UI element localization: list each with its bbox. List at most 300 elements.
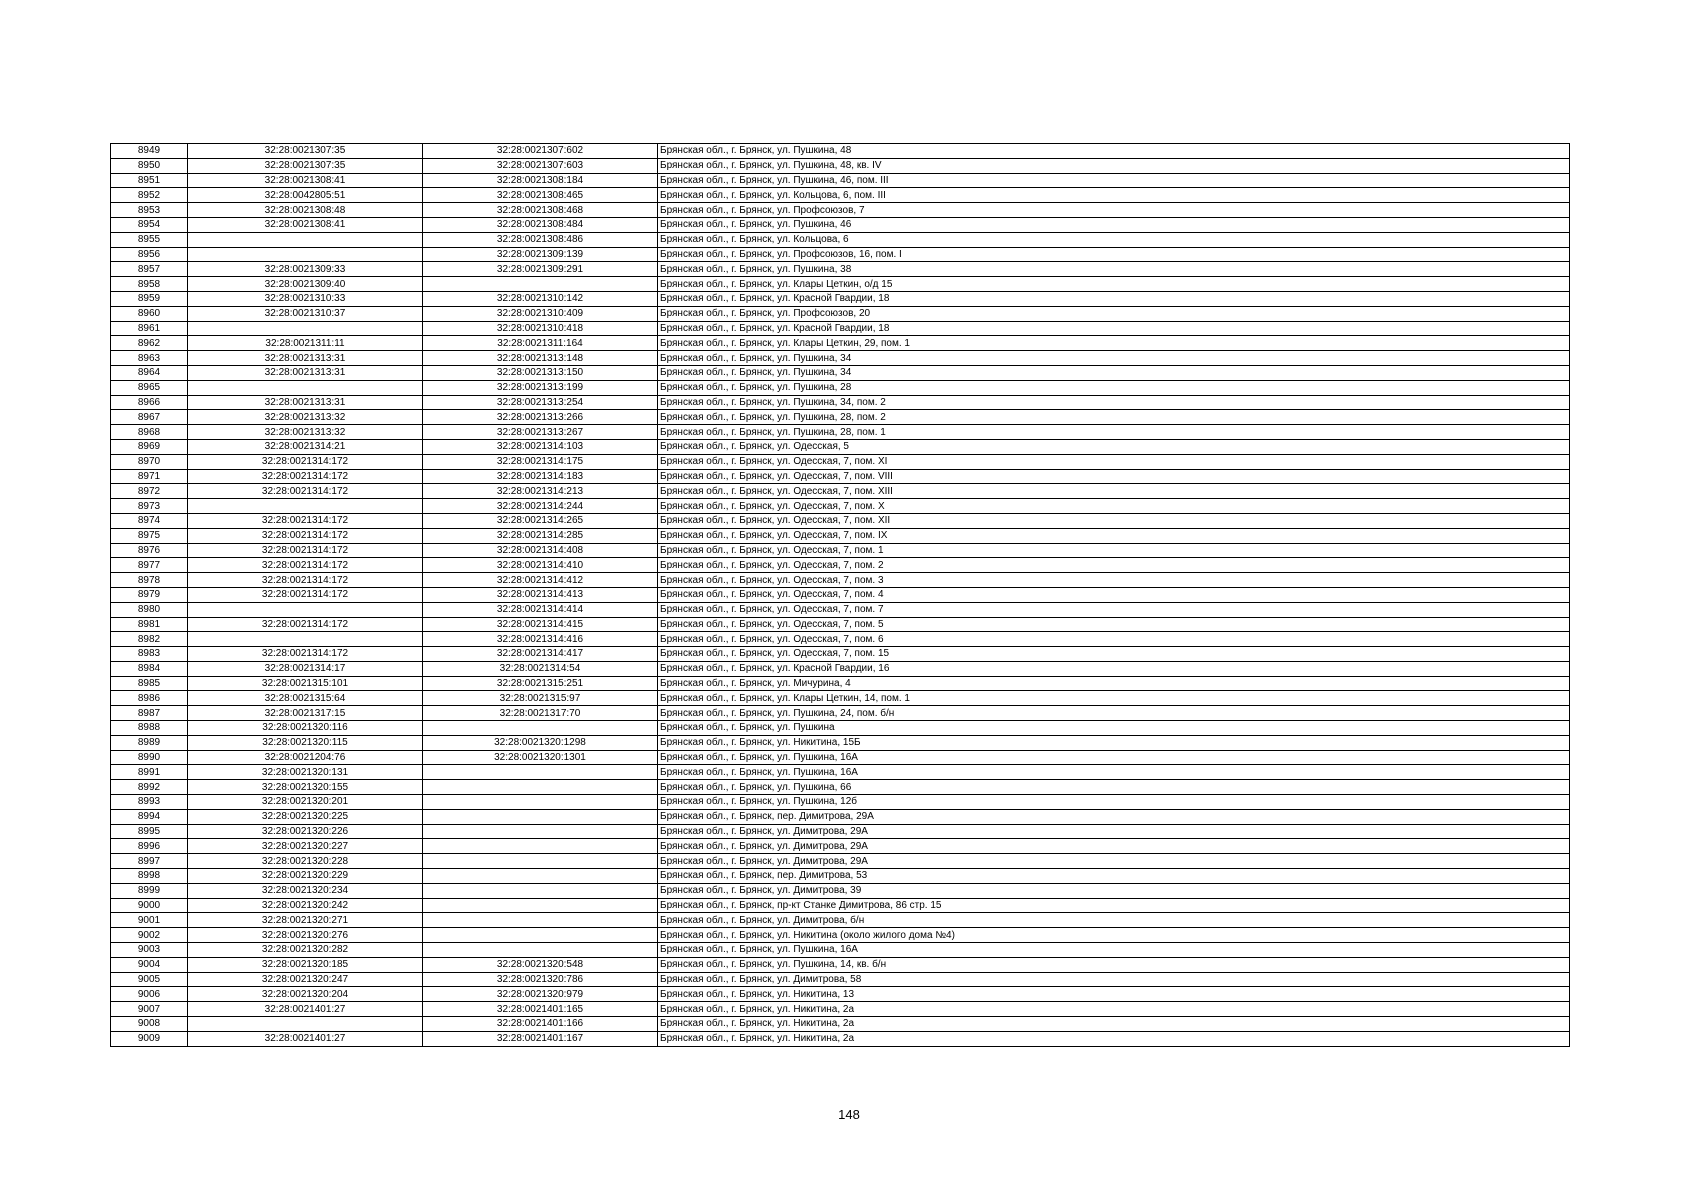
table-row	[111, 987, 1570, 1002]
object-number-cell	[423, 854, 658, 869]
table-row	[111, 854, 1570, 869]
row-number-cell: 8965	[111, 380, 188, 395]
table-row	[111, 395, 1570, 410]
parcel-number-cell: 32:28:0021314:172	[188, 513, 423, 528]
table-row	[111, 972, 1570, 987]
address-cell: Брянская обл., г. Брянск, ул. Одесская, 7, пом. VIII	[658, 469, 1570, 484]
row-number-cell: 9001	[111, 913, 188, 928]
object-number-cell	[423, 824, 658, 839]
address-cell: Брянская обл., г. Брянск, ул. Никитина, 15Б	[658, 735, 1570, 750]
table-row	[111, 203, 1570, 218]
registry-table	[110, 143, 1570, 1047]
address-cell: Брянская обл., г. Брянск, ул. Пушкина, 48, кв. IV	[658, 158, 1570, 173]
address-cell: Брянская обл., г. Брянск, ул. Красной Гвардии, 16	[658, 661, 1570, 676]
row-number-cell: 9009	[111, 1031, 188, 1046]
object-number-cell: 32:28:0021320:979	[423, 987, 658, 1002]
parcel-number-cell: 32:28:0021308:48	[188, 203, 423, 218]
object-number-cell	[423, 943, 658, 958]
row-number-cell: 8997	[111, 854, 188, 869]
object-number-cell: 32:28:0021309:139	[423, 247, 658, 262]
table-row	[111, 721, 1570, 736]
table-row	[111, 795, 1570, 810]
parcel-number-cell: 32:28:0021320:271	[188, 913, 423, 928]
table-row	[111, 365, 1570, 380]
parcel-number-cell: 32:28:0021313:31	[188, 365, 423, 380]
address-cell: Брянская обл., г. Брянск, ул. Одесская, 7, пом. 4	[658, 587, 1570, 602]
address-cell: Брянская обл., г. Брянск, ул. Пушкина, 16А	[658, 765, 1570, 780]
parcel-number-cell: 32:28:0021320:247	[188, 972, 423, 987]
table-row	[111, 1002, 1570, 1017]
address-cell: Брянская обл., г. Брянск, ул. Пушкина, 28	[658, 380, 1570, 395]
object-number-cell: 32:28:0021308:465	[423, 188, 658, 203]
address-cell: Брянская обл., г. Брянск, ул. Красной Гвардии, 18	[658, 321, 1570, 336]
parcel-number-cell	[188, 380, 423, 395]
row-number-cell: 8980	[111, 602, 188, 617]
object-number-cell: 32:28:0021307:603	[423, 158, 658, 173]
address-cell: Брянская обл., г. Брянск, ул. Одесская, 7, пом. XIII	[658, 484, 1570, 499]
parcel-number-cell: 32:28:0021314:172	[188, 543, 423, 558]
row-number-cell: 8987	[111, 706, 188, 721]
object-number-cell: 32:28:0021314:410	[423, 558, 658, 573]
parcel-number-cell	[188, 602, 423, 617]
row-number-cell: 9004	[111, 957, 188, 972]
row-number-cell: 8978	[111, 573, 188, 588]
object-number-cell: 32:28:0021308:486	[423, 232, 658, 247]
object-number-cell: 32:28:0021314:265	[423, 513, 658, 528]
row-number-cell: 8951	[111, 173, 188, 188]
parcel-number-cell: 32:28:0021315:64	[188, 691, 423, 706]
table-row	[111, 750, 1570, 765]
table-row	[111, 573, 1570, 588]
parcel-number-cell: 32:28:0021320:225	[188, 809, 423, 824]
row-number-cell: 8968	[111, 425, 188, 440]
parcel-number-cell: 32:28:0021317:15	[188, 706, 423, 721]
row-number-cell: 8982	[111, 632, 188, 647]
table-row	[111, 839, 1570, 854]
row-number-cell: 8990	[111, 750, 188, 765]
address-cell: Брянская обл., г. Брянск, ул. Пушкина, 14, кв. б/н	[658, 957, 1570, 972]
object-number-cell	[423, 869, 658, 884]
object-number-cell	[423, 913, 658, 928]
table-row	[111, 439, 1570, 454]
object-number-cell: 32:28:0021310:409	[423, 306, 658, 321]
address-cell: Брянская обл., г. Брянск, пр-кт Станке Димитрова, 86 стр. 15	[658, 898, 1570, 913]
page-number: 148	[838, 1107, 860, 1122]
table-row	[111, 425, 1570, 440]
object-number-cell: 32:28:0021314:408	[423, 543, 658, 558]
object-number-cell: 32:28:0021313:267	[423, 425, 658, 440]
row-number-cell: 8959	[111, 291, 188, 306]
address-cell: Брянская обл., г. Брянск, ул. Пушкина, 34	[658, 351, 1570, 366]
table-row	[111, 469, 1570, 484]
table-row	[111, 632, 1570, 647]
row-number-cell: 8973	[111, 499, 188, 514]
parcel-number-cell: 32:28:0021314:172	[188, 558, 423, 573]
parcel-number-cell: 32:28:0021309:33	[188, 262, 423, 277]
row-number-cell: 8984	[111, 661, 188, 676]
parcel-number-cell: 32:28:0021310:37	[188, 306, 423, 321]
address-cell: Брянская обл., г. Брянск, ул. Димитрова, б/н	[658, 913, 1570, 928]
table-row	[111, 913, 1570, 928]
table-row	[111, 809, 1570, 824]
table-row	[111, 144, 1570, 159]
object-number-cell: 32:28:0021314:415	[423, 617, 658, 632]
address-cell: Брянская обл., г. Брянск, ул. Одесская, 7, пом. 1	[658, 543, 1570, 558]
table-row	[111, 499, 1570, 514]
parcel-number-cell: 32:28:0021314:172	[188, 647, 423, 662]
address-cell: Брянская обл., г. Брянск, ул. Пушкина, 12б	[658, 795, 1570, 810]
object-number-cell: 32:28:0021320:786	[423, 972, 658, 987]
address-cell: Брянская обл., г. Брянск, ул. Одесская, 7, пом. 2	[658, 558, 1570, 573]
row-number-cell: 8962	[111, 336, 188, 351]
object-number-cell	[423, 928, 658, 943]
object-number-cell: 32:28:0021401:165	[423, 1002, 658, 1017]
object-number-cell: 32:28:0021314:103	[423, 439, 658, 454]
row-number-cell: 8981	[111, 617, 188, 632]
table-row	[111, 587, 1570, 602]
table-row	[111, 173, 1570, 188]
row-number-cell: 8994	[111, 809, 188, 824]
address-cell: Брянская обл., г. Брянск, ул. Никитина, 2а	[658, 1002, 1570, 1017]
object-number-cell: 32:28:0021315:97	[423, 691, 658, 706]
parcel-number-cell: 32:28:0021320:201	[188, 795, 423, 810]
row-number-cell: 8996	[111, 839, 188, 854]
row-number-cell: 8988	[111, 721, 188, 736]
row-number-cell: 8999	[111, 883, 188, 898]
address-cell: Брянская обл., г. Брянск, ул. Одесская, 7, пом. XI	[658, 454, 1570, 469]
row-number-cell: 8989	[111, 735, 188, 750]
parcel-number-cell: 32:28:0021313:31	[188, 395, 423, 410]
object-number-cell	[423, 883, 658, 898]
parcel-number-cell: 32:28:0021320:228	[188, 854, 423, 869]
row-number-cell: 8985	[111, 676, 188, 691]
address-cell: Брянская обл., г. Брянск, ул. Димитрова, 29А	[658, 854, 1570, 869]
address-cell: Брянская обл., г. Брянск, ул. Никитина, 2а	[658, 1031, 1570, 1046]
address-cell: Брянская обл., г. Брянск, ул. Никитина (около жилого дома №4)	[658, 928, 1570, 943]
row-number-cell: 8956	[111, 247, 188, 262]
parcel-number-cell: 32:28:0021314:172	[188, 587, 423, 602]
parcel-number-cell	[188, 321, 423, 336]
address-cell: Брянская обл., г. Брянск, ул. Пушкина, 28, пом. 1	[658, 425, 1570, 440]
row-number-cell: 8983	[111, 647, 188, 662]
parcel-number-cell: 32:28:0021315:101	[188, 676, 423, 691]
parcel-number-cell: 32:28:0021320:115	[188, 735, 423, 750]
row-number-cell: 8967	[111, 410, 188, 425]
row-number-cell: 9000	[111, 898, 188, 913]
table-row	[111, 484, 1570, 499]
parcel-number-cell: 32:28:0021310:33	[188, 291, 423, 306]
row-number-cell: 8950	[111, 158, 188, 173]
table-row	[111, 158, 1570, 173]
parcel-number-cell: 32:28:0021314:172	[188, 528, 423, 543]
address-cell: Брянская обл., г. Брянск, ул. Никитина, 13	[658, 987, 1570, 1002]
table-row	[111, 528, 1570, 543]
parcel-number-cell: 32:28:0021314:172	[188, 469, 423, 484]
table-row	[111, 336, 1570, 351]
row-number-cell: 8955	[111, 232, 188, 247]
parcel-number-cell: 32:28:0021320:226	[188, 824, 423, 839]
parcel-number-cell: 32:28:0021307:35	[188, 158, 423, 173]
address-cell: Брянская обл., г. Брянск, ул. Клары Цеткин, о/д 15	[658, 277, 1570, 292]
row-number-cell: 8979	[111, 587, 188, 602]
parcel-number-cell: 32:28:0042805:51	[188, 188, 423, 203]
table-row	[111, 661, 1570, 676]
table-row	[111, 824, 1570, 839]
row-number-cell: 8972	[111, 484, 188, 499]
table-row	[111, 765, 1570, 780]
parcel-number-cell: 32:28:0021307:35	[188, 144, 423, 159]
row-number-cell: 9008	[111, 1017, 188, 1032]
parcel-number-cell: 32:28:0021320:282	[188, 943, 423, 958]
object-number-cell: 32:28:0021317:70	[423, 706, 658, 721]
object-number-cell: 32:28:0021314:414	[423, 602, 658, 617]
parcel-number-cell: 32:28:0021314:172	[188, 573, 423, 588]
table-row	[111, 706, 1570, 721]
object-number-cell	[423, 721, 658, 736]
parcel-number-cell: 32:28:0021320:234	[188, 883, 423, 898]
object-number-cell: 32:28:0021308:468	[423, 203, 658, 218]
table-row	[111, 676, 1570, 691]
row-number-cell: 8953	[111, 203, 188, 218]
table-row	[111, 558, 1570, 573]
row-number-cell: 8998	[111, 869, 188, 884]
table-row	[111, 277, 1570, 292]
table-row	[111, 1031, 1570, 1046]
object-number-cell	[423, 839, 658, 854]
address-cell: Брянская обл., г. Брянск, ул. Пушкина, 16А	[658, 943, 1570, 958]
object-number-cell: 32:28:0021310:142	[423, 291, 658, 306]
table-row	[111, 883, 1570, 898]
table-row	[111, 247, 1570, 262]
address-cell: Брянская обл., г. Брянск, ул. Димитрова, 29А	[658, 839, 1570, 854]
object-number-cell: 32:28:0021314:213	[423, 484, 658, 499]
row-number-cell: 8975	[111, 528, 188, 543]
parcel-number-cell: 32:28:0021309:40	[188, 277, 423, 292]
parcel-number-cell: 32:28:0021314:21	[188, 439, 423, 454]
parcel-number-cell: 32:28:0021401:27	[188, 1002, 423, 1017]
row-number-cell: 8970	[111, 454, 188, 469]
row-number-cell: 8957	[111, 262, 188, 277]
object-number-cell: 32:28:0021313:150	[423, 365, 658, 380]
parcel-number-cell: 32:28:0021308:41	[188, 173, 423, 188]
row-number-cell: 8954	[111, 217, 188, 232]
object-number-cell: 32:28:0021314:244	[423, 499, 658, 514]
object-number-cell: 32:28:0021314:285	[423, 528, 658, 543]
table-row	[111, 306, 1570, 321]
address-cell: Брянская обл., г. Брянск, ул. Профсоюзов, 7	[658, 203, 1570, 218]
address-cell: Брянская обл., г. Брянск, ул. Одесская, 5	[658, 439, 1570, 454]
table-row	[111, 380, 1570, 395]
table-row	[111, 232, 1570, 247]
parcel-number-cell: 32:28:0021401:27	[188, 1031, 423, 1046]
address-cell: Брянская обл., г. Брянск, ул. Пушкина, 28, пом. 2	[658, 410, 1570, 425]
object-number-cell: 32:28:0021309:291	[423, 262, 658, 277]
object-number-cell	[423, 277, 658, 292]
parcel-number-cell: 32:28:0021320:204	[188, 987, 423, 1002]
parcel-number-cell: 32:28:0021311:11	[188, 336, 423, 351]
table-row	[111, 188, 1570, 203]
parcel-number-cell: 32:28:0021313:32	[188, 410, 423, 425]
address-cell: Брянская обл., г. Брянск, ул. Пушкина, 38	[658, 262, 1570, 277]
table-row	[111, 602, 1570, 617]
address-cell: Брянская обл., г. Брянск, ул. Никитина, 2а	[658, 1017, 1570, 1032]
object-number-cell: 32:28:0021320:1301	[423, 750, 658, 765]
row-number-cell: 9003	[111, 943, 188, 958]
address-cell: Брянская обл., г. Брянск, ул. Одесская, 7, пом. IX	[658, 528, 1570, 543]
address-cell: Брянская обл., г. Брянск, ул. Одесская, 7, пом. 5	[658, 617, 1570, 632]
address-cell: Брянская обл., г. Брянск, ул. Пушкина, 34	[658, 365, 1570, 380]
object-number-cell: 32:28:0021314:417	[423, 647, 658, 662]
parcel-number-cell	[188, 632, 423, 647]
object-number-cell: 32:28:0021314:413	[423, 587, 658, 602]
row-number-cell: 8949	[111, 144, 188, 159]
address-cell: Брянская обл., г. Брянск, ул. Пушкина, 24, пом. б/н	[658, 706, 1570, 721]
row-number-cell: 8986	[111, 691, 188, 706]
address-cell: Брянская обл., г. Брянск, ул. Одесская, 7, пом. 7	[658, 602, 1570, 617]
table-row	[111, 780, 1570, 795]
row-number-cell: 8976	[111, 543, 188, 558]
object-number-cell: 32:28:0021308:484	[423, 217, 658, 232]
object-number-cell: 32:28:0021307:602	[423, 144, 658, 159]
object-number-cell: 32:28:0021401:167	[423, 1031, 658, 1046]
table-row	[111, 217, 1570, 232]
address-cell: Брянская обл., г. Брянск, ул. Пушкина, 16А	[658, 750, 1570, 765]
parcel-number-cell: 32:28:0021320:227	[188, 839, 423, 854]
address-cell: Брянская обл., г. Брянск, ул. Одесская, 7, пом. 15	[658, 647, 1570, 662]
address-cell: Брянская обл., г. Брянск, ул. Мичурина, 4	[658, 676, 1570, 691]
object-number-cell: 32:28:0021314:183	[423, 469, 658, 484]
row-number-cell: 8992	[111, 780, 188, 795]
address-cell: Брянская обл., г. Брянск, ул. Кольцова, 6, пом. III	[658, 188, 1570, 203]
address-cell: Брянская обл., г. Брянск, пер. Димитрова, 29А	[658, 809, 1570, 824]
row-number-cell: 8952	[111, 188, 188, 203]
object-number-cell: 32:28:0021314:416	[423, 632, 658, 647]
object-number-cell: 32:28:0021311:164	[423, 336, 658, 351]
object-number-cell	[423, 809, 658, 824]
object-number-cell: 32:28:0021314:412	[423, 573, 658, 588]
table-row	[111, 869, 1570, 884]
object-number-cell: 32:28:0021308:184	[423, 173, 658, 188]
parcel-number-cell: 32:28:0021320:155	[188, 780, 423, 795]
row-number-cell: 8964	[111, 365, 188, 380]
parcel-number-cell: 32:28:0021314:172	[188, 617, 423, 632]
address-cell: Брянская обл., г. Брянск, ул. Профсоюзов, 20	[658, 306, 1570, 321]
parcel-number-cell: 32:28:0021320:276	[188, 928, 423, 943]
row-number-cell: 8991	[111, 765, 188, 780]
object-number-cell: 32:28:0021401:166	[423, 1017, 658, 1032]
address-cell: Брянская обл., г. Брянск, пер. Димитрова, 53	[658, 869, 1570, 884]
table-row	[111, 410, 1570, 425]
table-row	[111, 943, 1570, 958]
address-cell: Брянская обл., г. Брянск, ул. Одесская, 7, пом. 3	[658, 573, 1570, 588]
row-number-cell: 8977	[111, 558, 188, 573]
table-row	[111, 513, 1570, 528]
object-number-cell: 32:28:0021313:148	[423, 351, 658, 366]
address-cell: Брянская обл., г. Брянск, ул. Пушкина, 46	[658, 217, 1570, 232]
parcel-number-cell: 32:28:0021313:32	[188, 425, 423, 440]
parcel-number-cell	[188, 247, 423, 262]
table-row	[111, 543, 1570, 558]
object-number-cell: 32:28:0021320:548	[423, 957, 658, 972]
address-cell: Брянская обл., г. Брянск, ул. Одесская, 7, пом. 6	[658, 632, 1570, 647]
object-number-cell: 32:28:0021313:266	[423, 410, 658, 425]
parcel-number-cell: 32:28:0021313:31	[188, 351, 423, 366]
registry-body	[111, 144, 1570, 1047]
row-number-cell: 9006	[111, 987, 188, 1002]
row-number-cell: 9005	[111, 972, 188, 987]
table-row	[111, 928, 1570, 943]
parcel-number-cell: 32:28:0021204:76	[188, 750, 423, 765]
table-row	[111, 351, 1570, 366]
object-number-cell: 32:28:0021314:175	[423, 454, 658, 469]
address-cell: Брянская обл., г. Брянск, ул. Пушкина, 66	[658, 780, 1570, 795]
parcel-number-cell	[188, 232, 423, 247]
address-cell: Брянская обл., г. Брянск, ул. Димитрова, 58	[658, 972, 1570, 987]
object-number-cell	[423, 898, 658, 913]
row-number-cell: 8995	[111, 824, 188, 839]
object-number-cell	[423, 780, 658, 795]
parcel-number-cell: 32:28:0021320:116	[188, 721, 423, 736]
parcel-number-cell: 32:28:0021320:185	[188, 957, 423, 972]
parcel-number-cell: 32:28:0021314:172	[188, 484, 423, 499]
address-cell: Брянская обл., г. Брянск, ул. Пушкина, 34, пом. 2	[658, 395, 1570, 410]
address-cell: Брянская обл., г. Брянск, ул. Димитрова, 39	[658, 883, 1570, 898]
address-cell: Брянская обл., г. Брянск, ул. Пушкина	[658, 721, 1570, 736]
parcel-number-cell	[188, 499, 423, 514]
parcel-number-cell: 32:28:0021320:229	[188, 869, 423, 884]
address-cell: Брянская обл., г. Брянск, ул. Красной Гвардии, 18	[658, 291, 1570, 306]
object-number-cell: 32:28:0021320:1298	[423, 735, 658, 750]
parcel-number-cell: 32:28:0021320:131	[188, 765, 423, 780]
row-number-cell: 8958	[111, 277, 188, 292]
table-row	[111, 262, 1570, 277]
row-number-cell: 8960	[111, 306, 188, 321]
parcel-number-cell	[188, 1017, 423, 1032]
row-number-cell: 9007	[111, 1002, 188, 1017]
row-number-cell: 8966	[111, 395, 188, 410]
parcel-number-cell: 32:28:0021314:172	[188, 454, 423, 469]
address-cell: Брянская обл., г. Брянск, ул. Одесская, 7, пом. XII	[658, 513, 1570, 528]
table-row	[111, 617, 1570, 632]
parcel-number-cell: 32:28:0021314:17	[188, 661, 423, 676]
address-cell: Брянская обл., г. Брянск, ул. Профсоюзов, 16, пом. I	[658, 247, 1570, 262]
row-number-cell: 8961	[111, 321, 188, 336]
object-number-cell: 32:28:0021313:199	[423, 380, 658, 395]
address-cell: Брянская обл., г. Брянск, ул. Клары Цеткин, 14, пом. 1	[658, 691, 1570, 706]
address-cell: Брянская обл., г. Брянск, ул. Одесская, 7, пом. X	[658, 499, 1570, 514]
object-number-cell: 32:28:0021313:254	[423, 395, 658, 410]
address-cell: Брянская обл., г. Брянск, ул. Пушкина, 48	[658, 144, 1570, 159]
table-row	[111, 1017, 1570, 1032]
table-row	[111, 647, 1570, 662]
address-cell: Брянская обл., г. Брянск, ул. Димитрова, 29А	[658, 824, 1570, 839]
object-number-cell: 32:28:0021314:54	[423, 661, 658, 676]
table-row	[111, 735, 1570, 750]
object-number-cell: 32:28:0021310:418	[423, 321, 658, 336]
table-row	[111, 957, 1570, 972]
table-row	[111, 291, 1570, 306]
table-row	[111, 898, 1570, 913]
table-row	[111, 454, 1570, 469]
row-number-cell: 8969	[111, 439, 188, 454]
address-cell: Брянская обл., г. Брянск, ул. Кольцова, 6	[658, 232, 1570, 247]
address-cell: Брянская обл., г. Брянск, ул. Пушкина, 46, пом. III	[658, 173, 1570, 188]
address-cell: Брянская обл., г. Брянск, ул. Клары Цеткин, 29, пом. 1	[658, 336, 1570, 351]
row-number-cell: 8963	[111, 351, 188, 366]
parcel-number-cell: 32:28:0021308:41	[188, 217, 423, 232]
row-number-cell: 8993	[111, 795, 188, 810]
parcel-number-cell: 32:28:0021320:242	[188, 898, 423, 913]
